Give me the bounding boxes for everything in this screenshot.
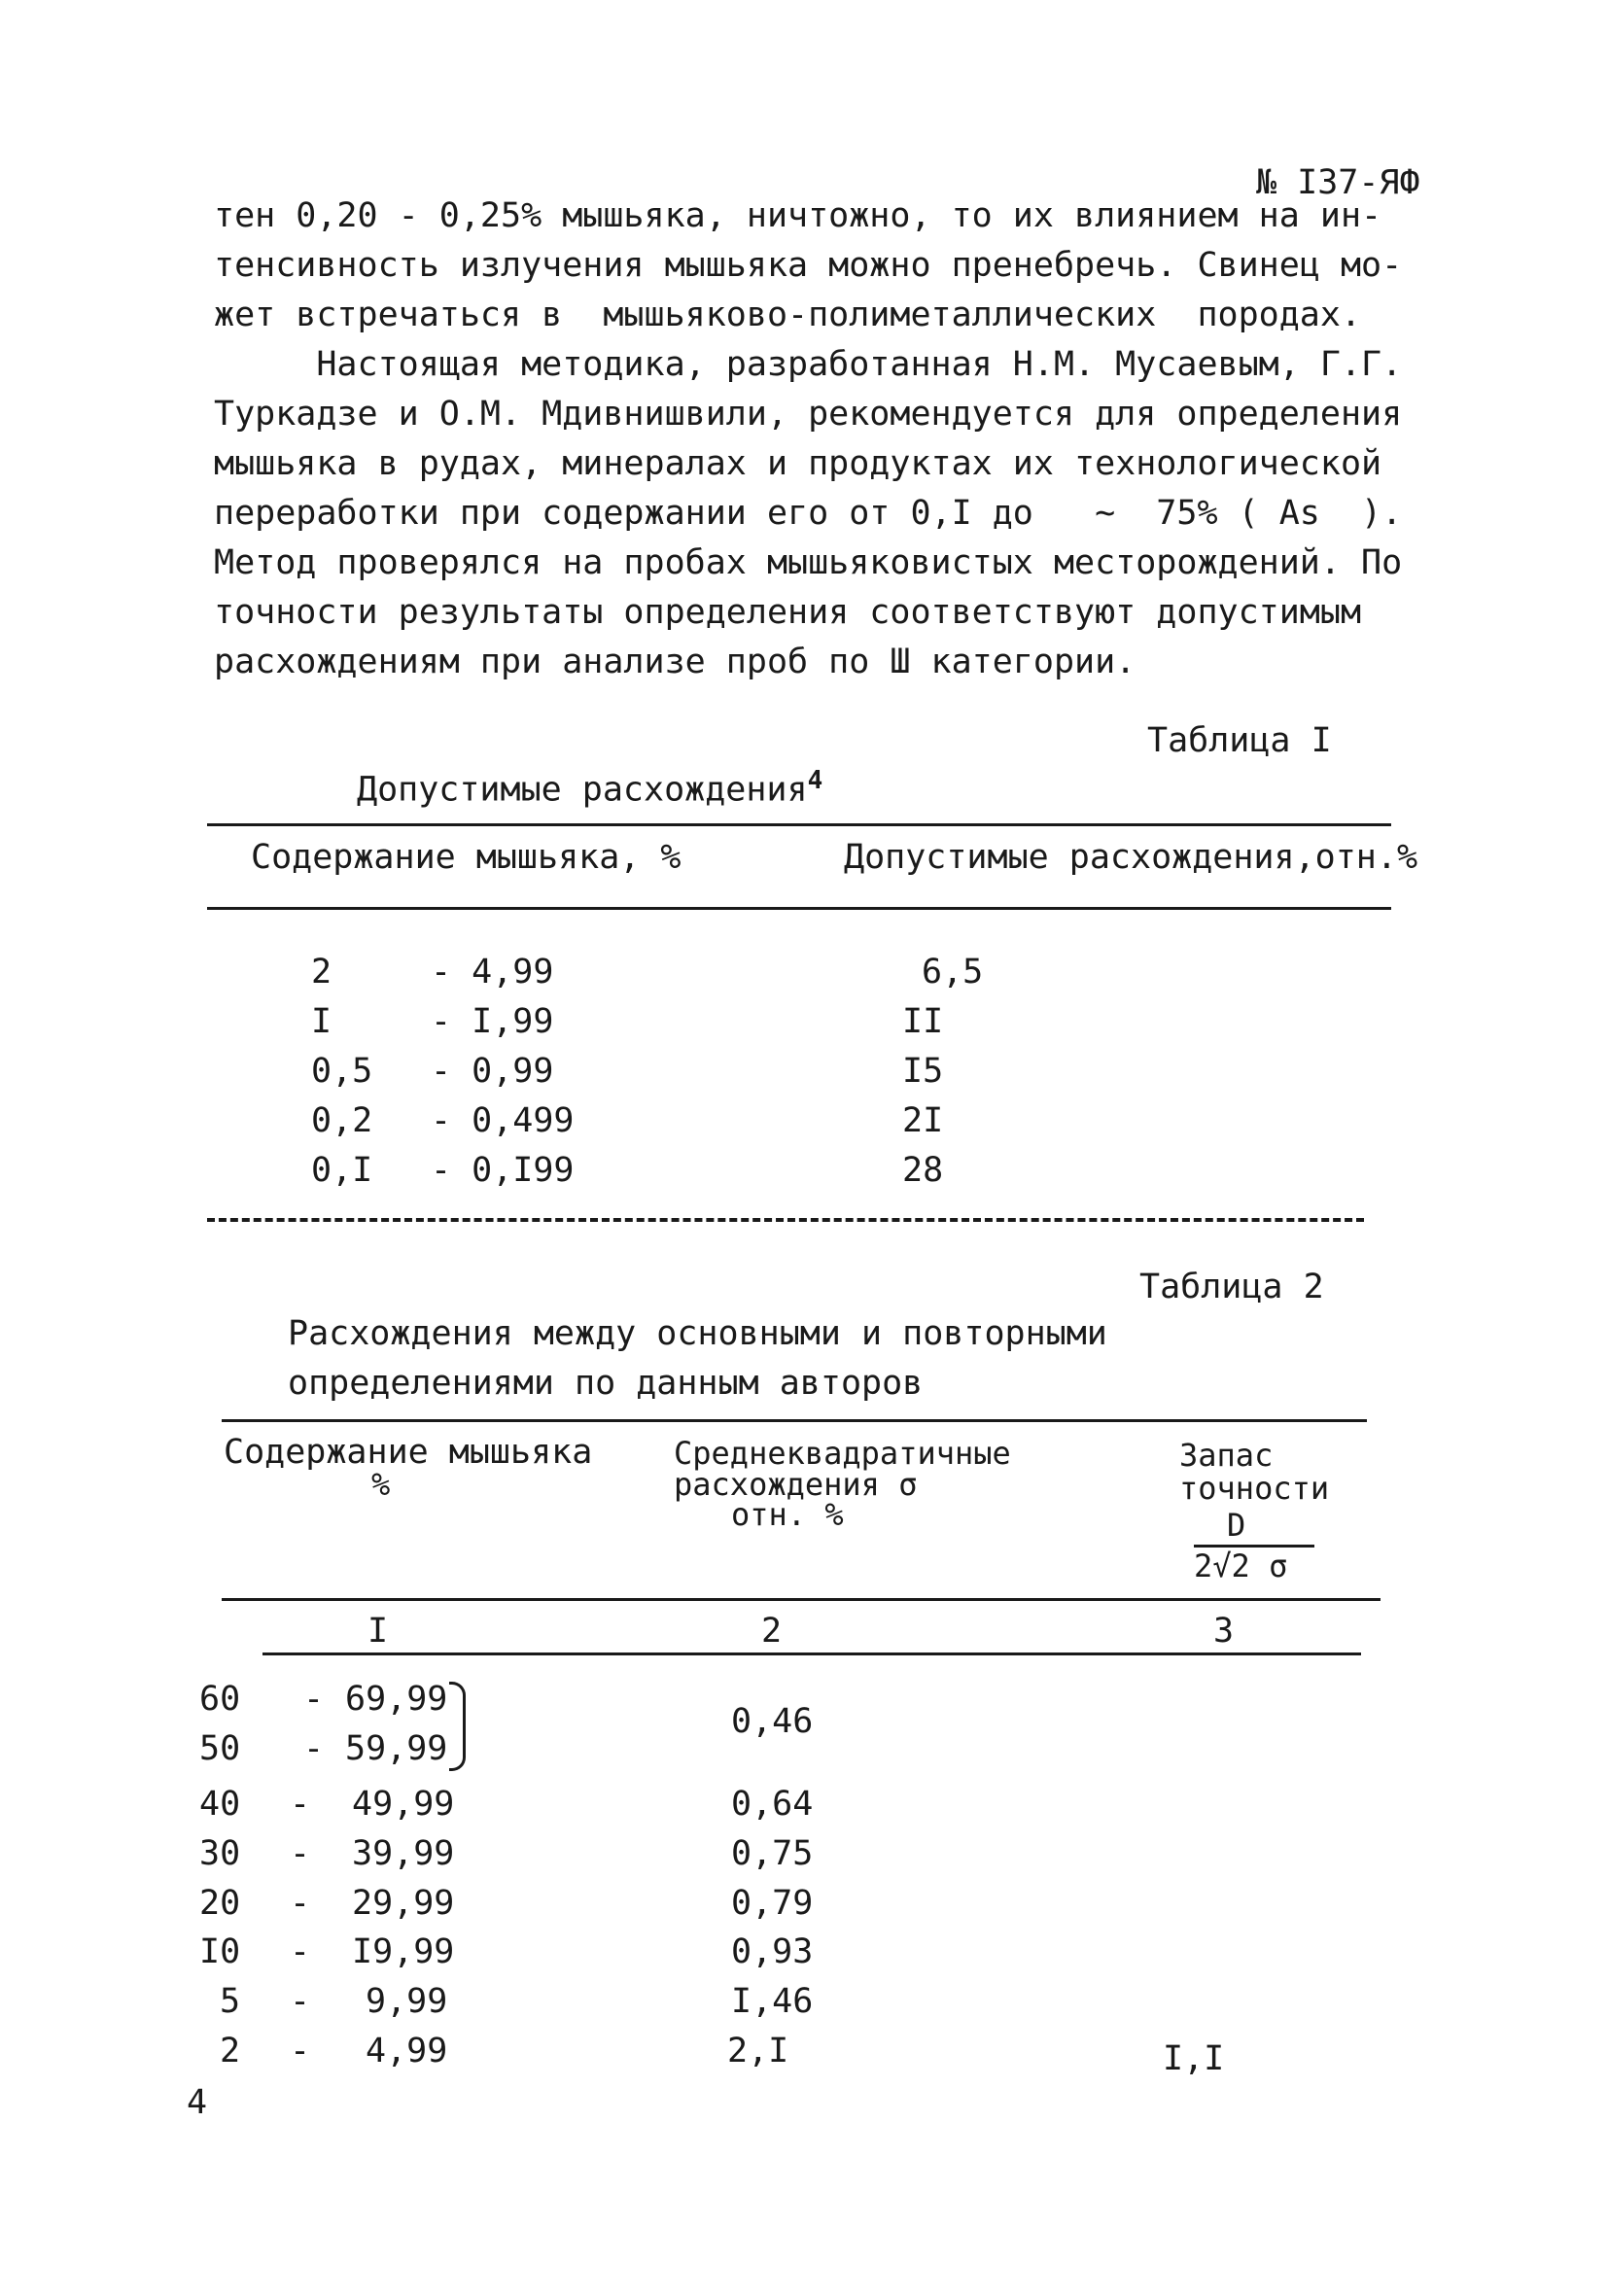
paragraph-2-line-3: мышьяка в рудах, минералах и продуктах их технологической <box>214 444 1382 483</box>
row-dash: - <box>303 1680 325 1719</box>
page-number: 4 <box>187 2083 208 2122</box>
row-to: 9,99 <box>366 1982 448 2021</box>
row-from: 30 <box>199 1834 241 1873</box>
paragraph-1-line-3: жет встречаться в мышьяково-полиметаллических породах. <box>214 296 1362 334</box>
table-1-bottom-dashed-rule <box>207 1218 1364 1222</box>
table-2-caption: Таблица 2 <box>1139 1268 1324 1306</box>
row-to: - 4,99 <box>431 953 554 991</box>
table-2-header-content: Содержание мышьяка <box>224 1433 593 1472</box>
row-from: 0,I <box>311 1151 373 1190</box>
paragraph-2-line-5: Метод проверялся на пробах мышьяковистых месторождений. По <box>214 543 1403 582</box>
row-value: 2,I <box>727 2032 789 2070</box>
paragraph-2-line-7: расхождениям при анализе проб по Ш категории. <box>214 643 1136 681</box>
row-to: - 0,99 <box>431 1052 554 1091</box>
row-from: 50 <box>199 1729 241 1768</box>
column-number-3: 3 <box>1213 1612 1235 1651</box>
row-from: 20 <box>199 1884 241 1923</box>
table-2-title-line-2: определениями по данным авторов <box>288 1364 924 1403</box>
row-reserve: I,I <box>1163 2039 1225 2078</box>
formula-denominator: 2√2 σ <box>1194 1548 1288 1584</box>
row-from: I <box>311 1002 332 1041</box>
row-dash: - <box>290 1785 311 1824</box>
row-value: 0,64 <box>731 1785 814 1824</box>
row-dash: - <box>303 1729 325 1768</box>
row-value: II <box>902 1002 944 1041</box>
paragraph-2-line-4: переработки при содержании его от 0,I до ~ 75% ( As ). <box>214 494 1403 533</box>
row-to: - 0,I99 <box>431 1151 575 1190</box>
row-dash: - <box>290 2032 311 2070</box>
paragraph-2-line-2: Туркадзе и О.М. Мдивнишвили, рекомендуется для определения <box>214 395 1403 434</box>
table-2-header-reserve-line-2: точности <box>1179 1470 1330 1507</box>
row-from: 60 <box>199 1680 241 1719</box>
row-to: - 0,499 <box>431 1101 575 1140</box>
paragraph-2-line-1: Настоящая методика, разработанная Н.М. Мусаевым, Г.Г. <box>214 345 1403 384</box>
column-number-1: I <box>367 1612 389 1651</box>
table-2-title-line-1: Расхождения между основными и повторными <box>288 1314 1107 1353</box>
table-1-header-rule <box>207 907 1391 910</box>
merged-value: 0,46 <box>731 1702 814 1741</box>
table-2-top-rule <box>222 1419 1367 1422</box>
row-value: 0,79 <box>731 1884 814 1923</box>
row-from: 2 <box>311 953 332 991</box>
row-value: 2I <box>902 1101 944 1140</box>
row-from: 40 <box>199 1785 241 1824</box>
row-to: 29,99 <box>352 1884 455 1923</box>
row-dash: - <box>290 1932 311 1971</box>
table-1-caption: Таблица I <box>1147 721 1332 760</box>
table-2-header-content-unit: % <box>371 1466 391 1503</box>
row-from: 0,2 <box>311 1101 373 1140</box>
table-1-top-rule <box>207 823 1391 826</box>
row-value: 0,93 <box>731 1932 814 1971</box>
row-to: 4,99 <box>366 2032 448 2070</box>
row-to: 49,99 <box>352 1785 455 1824</box>
row-to: 59,99 <box>345 1729 448 1768</box>
table-1-header-content: Содержание мышьяка, % <box>251 838 682 877</box>
paragraph-2-line-6: точности результаты определения соответствуют допустимым <box>214 593 1362 632</box>
row-to: - I,99 <box>431 1002 554 1041</box>
table-2-header-rms-line-3: отн. % <box>731 1496 844 1533</box>
row-from: 0,5 <box>311 1052 373 1091</box>
row-value: 6,5 <box>922 953 984 991</box>
row-from: 5 <box>220 1982 241 2021</box>
row-value: I,46 <box>731 1982 814 2021</box>
row-value: I5 <box>902 1052 944 1091</box>
column-number-2: 2 <box>761 1612 783 1651</box>
table-2-number-rule <box>262 1652 1361 1655</box>
row-from: I0 <box>199 1932 241 1971</box>
row-dash: - <box>290 1884 311 1923</box>
row-value: 28 <box>902 1151 944 1190</box>
footnote-marker: 4 <box>807 766 823 795</box>
document-number: № I37-ЯФ <box>1256 163 1420 202</box>
formula-numerator: D <box>1227 1507 1246 1544</box>
paragraph-1-line-1: тен 0,20 - 0,25% мышьяка, ничтожно, то их влиянием на ин- <box>214 196 1382 235</box>
row-to: I9,99 <box>352 1932 455 1971</box>
table-1-header-discrepancy: Допустимые расхождения,отн.% <box>844 838 1418 877</box>
table-1-title: Допустимые расхождения$^4$ <box>357 766 823 810</box>
row-value: 0,75 <box>731 1834 814 1873</box>
paragraph-1-line-2: тенсивность излучения мышьяка можно пренебречь. Свинец мо- <box>214 246 1403 285</box>
row-to: 69,99 <box>345 1680 448 1719</box>
row-dash: - <box>290 1834 311 1873</box>
table-2-header-reserve-line-1: Запас <box>1179 1437 1274 1474</box>
row-to: 39,99 <box>352 1834 455 1873</box>
table-2-header-rule <box>222 1598 1381 1601</box>
merge-brace <box>449 1682 466 1771</box>
row-dash: - <box>290 1982 311 2021</box>
table-2-header-rms-line-2: расхождения σ <box>674 1466 918 1503</box>
row-from: 2 <box>220 2032 241 2070</box>
table-2-header-rms-line-1: Среднеквадратичные <box>674 1435 1011 1472</box>
